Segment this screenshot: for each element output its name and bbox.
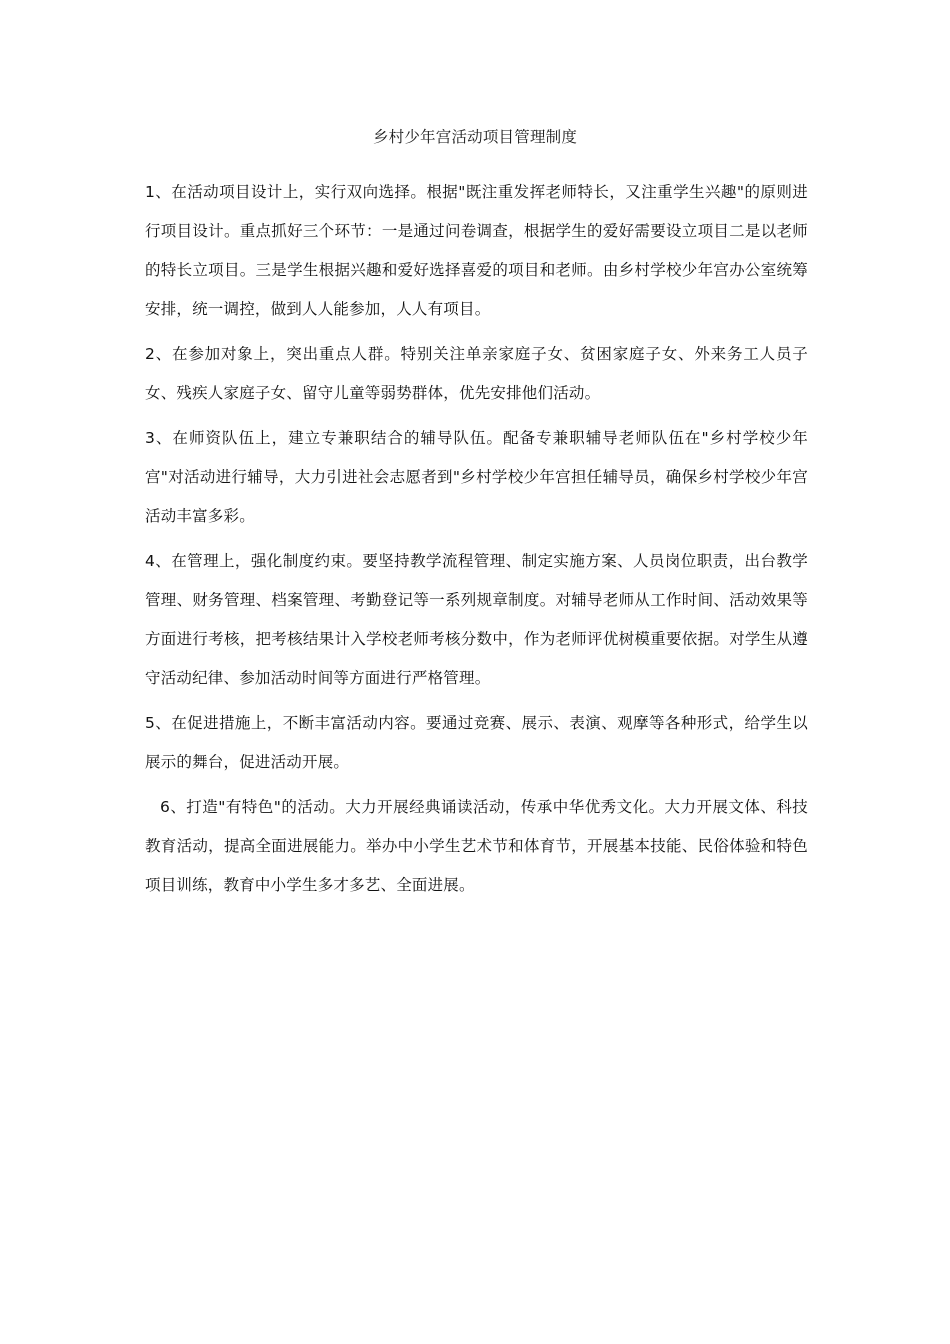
paragraph-5: 5、在促进措施上，不断丰富活动内容。要通过竞赛、展示、表演、观摩等各种形式，给学生以展示的舞台，促进活动开展。 (145, 714, 808, 771)
paragraph-3: 3、在师资队伍上，建立专兼职结合的辅导队伍。配备专兼职辅导老师队伍在"乡村学校少年宫"对活动进行辅导，大力引进社会志愿者到"乡村学校少年宫担任辅导员，确保乡村学校少年宫活动丰富多彩。 (145, 429, 808, 525)
document-title: 乡村少年宫活动项目管理制度 (372, 128, 578, 146)
paragraph-4: 4、在管理上，强化制度约束。要坚持教学流程管理、制定实施方案、人员岗位职责，出台教学管理、财务管理、档案管理、考勤登记等一系列规章制度。对辅导老师从工作时间、活动效果等方面进行考核，把考核结果计入学校老师考核分数中，作为老师评优树模重要依据。对学生从遵守活动纪律、参加活动时间等方面进行严格管理。 (145, 552, 808, 687)
paragraph-2: 2、在参加对象上，突出重点人群。特别关注单亲家庭子女、贫困家庭子女、外来务工人员子女、残疾人家庭子女、留守儿童等弱势群体，优先安排他们活动。 (145, 345, 808, 402)
paragraph-1: 1、在活动项目设计上，实行双向选择。根据"既注重发挥老师特长，又注重学生兴趣"的原则进行项目设计。重点抓好三个环节：一是通过问卷调查，根据学生的爱好需要设立项目二是以老师的特长立项目。三是学生根据兴趣和爱好选择喜爱的项目和老师。由乡村学校少年宫办公室统筹安排，统一调控，做到人人能参加，人人有项目。 (145, 183, 808, 318)
document-body (145, 173, 808, 905)
paragraph-6: 6、打造"有特色"的活动。大力开展经典诵读活动，传承中华优秀文化。大力开展文体、科技教育活动，提高全面进展能力。举办中小学生艺术节和体育节，开展基本技能、民俗体验和特色项目训练，教育中小学生多才多艺、全面进展。 (145, 798, 808, 894)
